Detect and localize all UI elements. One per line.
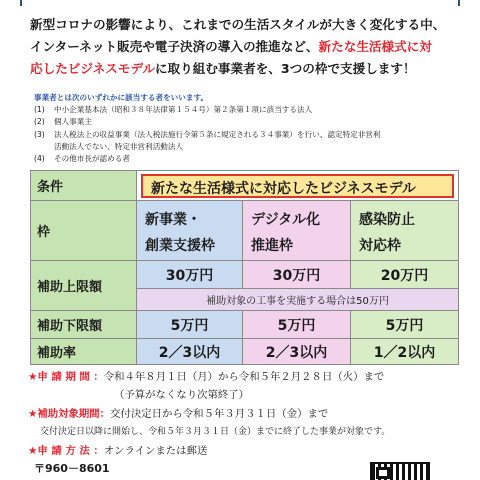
- application-info: [28, 368, 458, 460]
- intro-line-1: 新型コロナの影響により、これまでの生活スタイルが大きく変化する中、: [30, 17, 446, 32]
- qr-code-icon[interactable]: [370, 462, 430, 480]
- eligibility-item: (1) 中小企業基本法（昭和３８年法律第１５４号）第２条第１項に該当する法人: [34, 105, 313, 115]
- upper-limit-value: 20万円: [351, 261, 459, 289]
- eligibility-item: (4) その他市長が認める者: [34, 154, 130, 164]
- lower-limit-row: [31, 311, 459, 339]
- upper-limit-note: 補助対象の工事を実施する場合は50万円: [137, 289, 459, 311]
- top-border: [0, 0, 480, 8]
- upper-limit-value: 30万円: [243, 261, 351, 289]
- rate-label: 補助率: [31, 339, 137, 365]
- rate-value: 2／3以内: [137, 339, 243, 365]
- frame-digital: デジタル化 推進枠: [243, 201, 351, 261]
- frame-infection: 感染防止 対応枠: [351, 201, 459, 261]
- rate-value: 2／3以内: [243, 339, 351, 365]
- period-sub: （予算がなくなり次第終了）: [114, 389, 250, 402]
- intro-line-2: インターネット販売や電子決済の導入の推進など、新たな生活様式に対: [30, 39, 432, 54]
- upper-limit-value: 30万円: [137, 261, 243, 289]
- eligibility-item: (2) 個人事業主: [34, 117, 92, 127]
- frame-label: 枠: [31, 201, 137, 261]
- method-line: ★申 請 方 法 ： オンラインまたは郵送: [28, 444, 208, 457]
- target-sub: 交付決定日以降に開始し、令和５年３月３１日（金）までに終了した事業が対象です。: [40, 427, 391, 438]
- condition-label: 条件: [31, 171, 137, 201]
- postal-code: 〒960－8601: [34, 462, 110, 475]
- frame-new-business: 新事業・ 創業支援枠: [137, 201, 243, 261]
- eligibility-item: 活動法人でない、特定非営利活動法人: [54, 141, 184, 151]
- eligibility-item: (3) 法人税法上の収益事業（法人税法施行令第５条に規定される３４事業）を行い、認定特定非営利: [34, 129, 381, 139]
- condition-cell: [137, 171, 459, 201]
- eligibility-notes: [34, 92, 454, 165]
- lower-limit-label: 補助下限額: [31, 311, 137, 339]
- intro-text: [30, 14, 455, 80]
- lower-limit-value: 5万円: [137, 311, 243, 339]
- lower-limit-value: 5万円: [243, 311, 351, 339]
- rate-row: [31, 339, 459, 365]
- intro-line-3: 応したビジネスモデルに取り組む事業者を、3つの枠で支援します！: [30, 61, 416, 76]
- frame-row: [31, 201, 459, 261]
- period-line: ★申 請 期 間 ： 令和４年８月１日（月）から令和５年２月２８日（火）まで: [28, 371, 385, 383]
- lower-limit-value: 5万円: [351, 311, 459, 339]
- upper-limit-label: 補助上限額: [31, 261, 137, 311]
- condition-value: 新たな生活様式に対応したビジネスモデル: [141, 174, 454, 198]
- condition-row: [31, 171, 459, 201]
- target-line: ★補助対象期間： 交付決定日から令和５年３月３１日（金）まで: [28, 407, 329, 420]
- subsidy-table: [30, 170, 459, 365]
- rate-value: 1／2以内: [351, 339, 459, 365]
- upper-limit-row: [31, 261, 459, 289]
- eligibility-heading: 事業者とは次のいずれかに該当する者をいいます。: [34, 93, 209, 102]
